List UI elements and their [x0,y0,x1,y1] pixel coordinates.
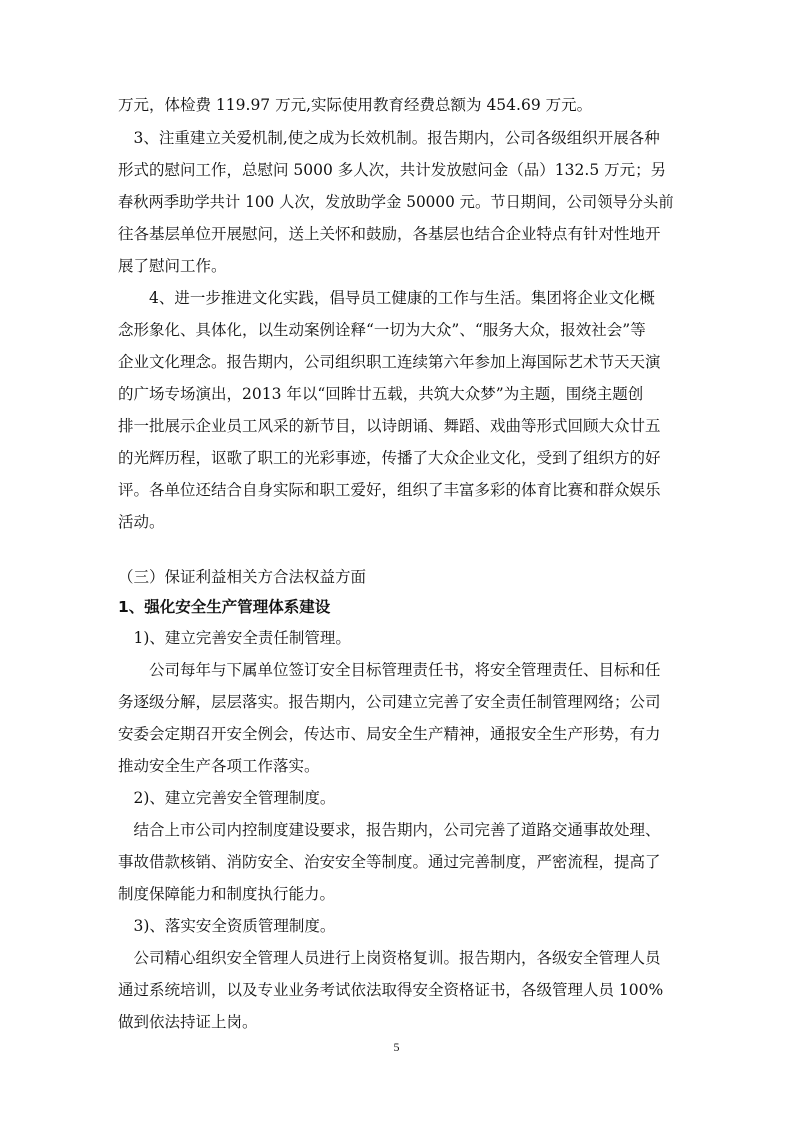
paragraph-line: 事故借款核销、消防安全、治安安全等制度。通过完善制度，严密流程，提高了 [118,853,661,871]
paragraph-line: 2)、建立完善安全管理制度。 [118,789,336,807]
paragraph-line: 做到依法持证上岗。 [118,1013,258,1031]
paragraph-line: 形式的慰问工作，总慰问 5000 多人次，共计发放慰问金（品）132.5 万元；另 [118,161,667,179]
paragraph-line: 企业文化理念。报告期内，公司组织职工连续第六年参加上海国际艺术节天天演 [118,353,661,371]
paragraph-line: 往各基层单位开展慰问，送上关怀和鼓励，各基层也结合企业特点有针对性地开 [118,225,661,243]
paragraph-line: 念形象化、具体化，以生动案例诠释“一切为大众”、“服务大众，报效社会”等 [118,321,646,339]
paragraph-line: 的广场专场演出，2013 年以“回眸廿五载，共筑大众梦”为主题，围绕主题创 [118,385,644,403]
paragraph-line: 的光辉历程，讴歌了职工的光彩事迹，传播了大众企业文化，受到了组织方的好 [118,449,661,467]
paragraph-line: 务逐级分解，层层落实。报告期内，公司建立完善了安全责任制管理网络；公司 [118,693,661,711]
paragraph-line: 公司每年与下属单位签订安全目标管理责任书，将安全管理责任、目标和任 [118,661,661,679]
paragraph-line: 4、进一步推进文化实践，倡导员工健康的工作与生活。集团将企业文化概 [118,289,655,307]
paragraph-line: 万元，体检费 119.97 万元,实际使用教育经费总额为 454.69 万元。 [118,96,593,114]
paragraph-line: 活动。 [118,513,165,531]
section-heading: （三）保证利益相关方合法权益方面 [118,568,367,586]
page-number: 5 [393,1040,400,1054]
paragraph-line: 安委会定期召开安全例会，传达市、局安全生产精神，通报安全生产形势，有力 [118,725,661,743]
paragraph-line: 结合上市公司内控制度建设要求，报告期内，公司完善了道路交通事故处理、 [118,821,661,839]
paragraph-line: 通过系统培训，以及专业业务考试依法取得安全资格证书，各级管理人员 100% [118,981,664,999]
paragraph-line: 1)、建立完善安全责任制管理。 [118,629,351,647]
paragraph-line: 公司精心组织安全管理人员进行上岗资格复训。报告期内，各级安全管理人员 [118,949,661,967]
paragraph-line: 评。各单位还结合自身实际和职工爱好，组织了丰富多彩的体育比赛和群众娱乐 [118,481,661,499]
subsection-heading: 1、强化安全生产管理体系建设 [118,598,331,616]
paragraph-line: 春秋两季助学共计 100 人次，发放助学金 50000 元。节日期间，公司领导分头前 [118,193,674,211]
paragraph-line: 3、注重建立关爱机制,使之成为长效机制。报告期内，公司各级组织开展各种 [118,129,660,147]
paragraph-line: 3)、落实安全资质管理制度。 [118,917,336,935]
paragraph-line: 推动安全生产各项工作落实。 [118,757,320,775]
paragraph-line: 排一批展示企业员工风采的新节目，以诗朗诵、舞蹈、戏曲等形式回顾大众廿五 [118,417,661,435]
paragraph-line: 制度保障能力和制度执行能力。 [118,885,336,903]
paragraph-line: 展了慰问工作。 [118,257,227,275]
